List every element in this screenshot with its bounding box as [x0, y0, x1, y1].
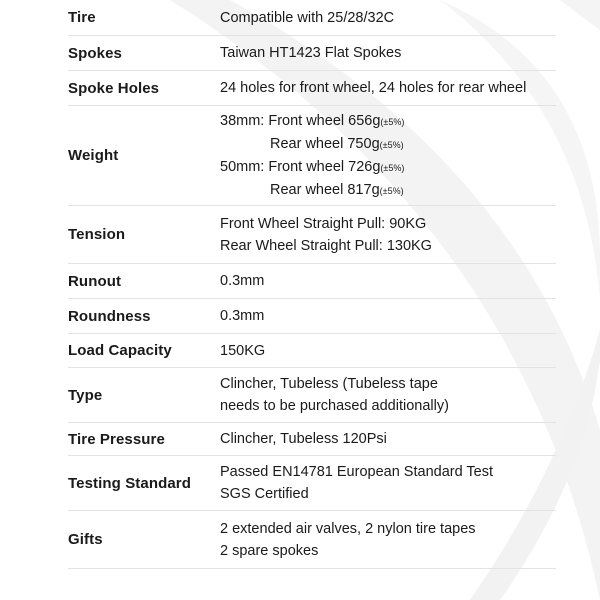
spec-value: Clincher, Tubeless (Tubeless tape needs to be purchased additionally) — [220, 376, 449, 414]
spec-row-spokes — [68, 36, 556, 71]
spec-row-tire-pressure — [68, 423, 556, 456]
spec-value: Compatible with 25/28/32C — [220, 9, 395, 26]
spec-label: Tire — [68, 9, 96, 26]
spec-value: 0.3mm — [220, 308, 265, 324]
spec-row-gifts — [68, 511, 556, 569]
spec-row-load-capacity — [68, 334, 556, 368]
spec-value: Front Wheel Straight Pull: 90KG Rear Wheel Straight Pull: 130KG — [220, 215, 432, 254]
spec-row-testing-standard — [68, 456, 556, 511]
spec-label: Roundness — [68, 307, 151, 325]
spec-row-roundness — [68, 299, 556, 334]
spec-value: 2 extended air valves, 2 nylon tire tapes 2 spare spokes — [220, 520, 476, 559]
spec-label: Testing Standard — [68, 474, 191, 492]
spec-value: Passed EN14781 European Standard Test SGS Certified — [220, 464, 494, 502]
spec-label: Gifts — [68, 531, 103, 548]
weight-line: 50mm: Front wheel 726g(±5%) — [220, 158, 405, 175]
spec-label: Spokes — [68, 44, 122, 62]
spec-value: 0.3mm — [220, 273, 265, 289]
spec-row-tire — [68, 0, 556, 36]
spec-label: Load Capacity — [68, 342, 172, 359]
spec-value: 150KG — [220, 342, 266, 359]
spec-value — [220, 110, 404, 202]
spec-row-type — [68, 368, 556, 423]
spec-row-runout — [68, 264, 556, 299]
spec-label: Runout — [68, 272, 122, 290]
spec-label: Weight — [68, 147, 119, 164]
spec-value: Clincher, Tubeless 120Psi — [220, 431, 387, 447]
spec-label: Spoke Holes — [68, 79, 160, 97]
spec-label: Tire Pressure — [68, 430, 165, 448]
spec-label: Type — [68, 386, 103, 404]
spec-value: 24 holes for front wheel, 24 holes for rear wheel — [220, 80, 527, 96]
weight-line: 38mm: Front wheel 656g(±5%) — [220, 112, 405, 129]
weight-line: Rear wheel 750g(±5%) — [270, 135, 404, 152]
spec-table — [68, 0, 556, 569]
weight-line: Rear wheel 817g(±5%) — [270, 181, 404, 198]
spec-label: Tension — [68, 226, 126, 243]
spec-value: Taiwan HT1423 Flat Spokes — [220, 45, 402, 61]
spec-row-tension — [68, 206, 556, 264]
spec-row-weight — [68, 106, 556, 206]
spec-row-spoke-holes — [68, 71, 556, 106]
